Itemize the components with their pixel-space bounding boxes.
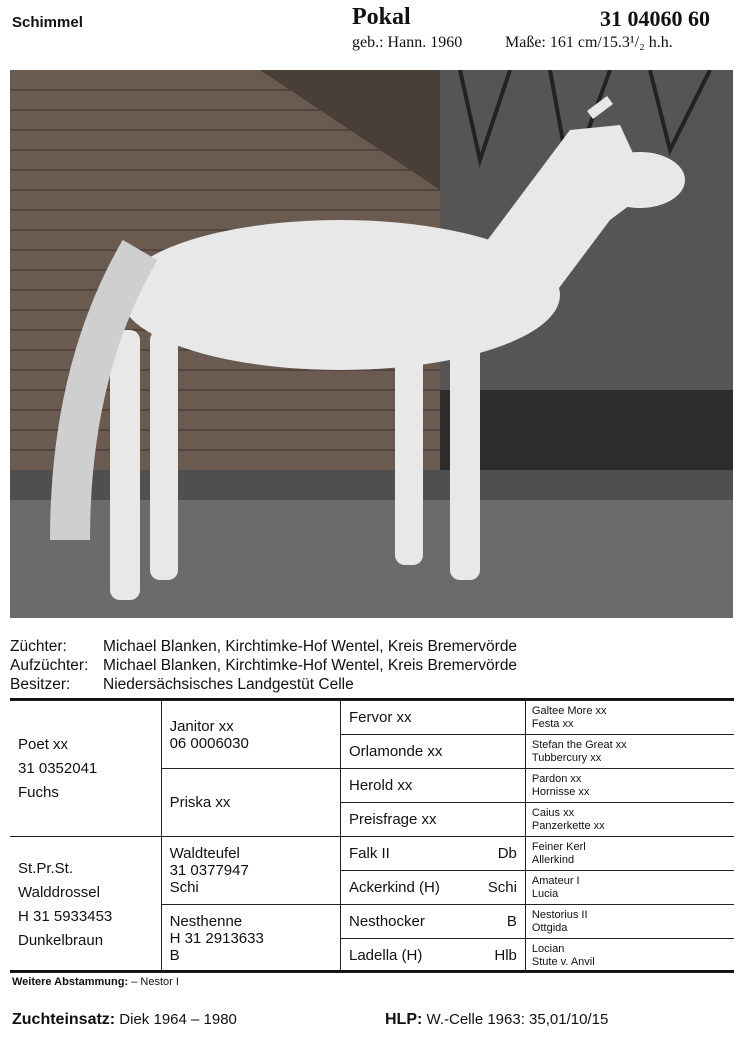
- pedigree-table: [10, 700, 734, 973]
- gen3-cell: [341, 837, 526, 871]
- horse-photo-illustration: [10, 70, 733, 618]
- gen4-cell: [525, 939, 734, 973]
- gen4-cell: [525, 837, 734, 871]
- sire-color: Fuchs: [18, 783, 59, 801]
- gen3-cell: [341, 871, 526, 905]
- gen2-number: H 31 2913633: [169, 930, 264, 947]
- gen3-name: Preisfrage xx: [349, 811, 437, 828]
- gen2-color: Schi: [169, 879, 199, 896]
- further-value: – Nestor I: [131, 976, 179, 988]
- gen2-cell: [161, 701, 340, 769]
- gen2-number: 31 0377947: [169, 862, 249, 879]
- gen3-name: Orlamonde xx: [349, 743, 443, 760]
- gen4-dam: Hornisse xx: [531, 785, 590, 798]
- gen2-name: Waldteufel: [169, 845, 240, 862]
- breeder-line: [10, 638, 517, 656]
- gen3-color: B: [506, 913, 517, 930]
- dam-number: H 31 5933453: [18, 907, 113, 925]
- gen3-name: Ladella (H): [349, 947, 423, 964]
- gen3-color: Db: [497, 845, 517, 862]
- further-label: Weitere Abstammung:: [12, 976, 129, 988]
- raiser-label: Aufzüchter:: [10, 657, 89, 674]
- owner-value: Niedersächsisches Landgestüt Celle: [103, 676, 354, 693]
- gen4-dam: Allerkind: [531, 853, 575, 866]
- birth-info: geb.: Hann. 1960: [352, 34, 463, 51]
- breeding-value: Diek 1964 – 1980: [119, 1011, 237, 1028]
- gen4-cell: [525, 769, 734, 803]
- sire-number: 31 0352041: [18, 759, 98, 777]
- gen4-cell: [525, 701, 734, 735]
- gen2-name: Janitor xx: [169, 717, 234, 735]
- gen4-sire: Feiner Kerl: [531, 840, 586, 853]
- gen2-cell: [161, 769, 340, 837]
- dam-title: St.Pr.St.: [18, 859, 74, 877]
- gen3-cell: [341, 939, 526, 973]
- registration-number: 31 04060 60: [600, 6, 710, 31]
- raiser-value: Michael Blanken, Kirchtimke-Hof Wentel, Kreis Bremervörde: [103, 657, 518, 674]
- gen2-name: Nesthenne: [169, 913, 243, 930]
- gen4-dam: Panzerkette xx: [531, 819, 605, 832]
- pedigree-bottom-rule: [10, 970, 734, 972]
- gen4-cell: [525, 735, 734, 769]
- breeding-use: [12, 1011, 237, 1029]
- gen3-name: Herold xx: [349, 777, 413, 794]
- breeding-label: Zuchteinsatz:: [12, 1011, 116, 1028]
- measurements: Maße: 161 cm/15.3¹/₂ h.h.: [505, 34, 673, 51]
- breeder-label: Züchter:: [10, 638, 67, 655]
- gen3-name: Ackerkind (H): [349, 879, 440, 896]
- gen2-color: B: [169, 947, 180, 964]
- gen3-cell: [341, 905, 526, 939]
- gen2-name: Priska xx: [169, 794, 231, 811]
- further-lineage: [12, 976, 179, 988]
- owner-label: Besitzer:: [10, 676, 71, 693]
- hlp-label: HLP:: [385, 1011, 423, 1028]
- gen3-name: Fervor xx: [349, 709, 412, 726]
- gen3-cell: [341, 701, 526, 735]
- gen4-sire: Stefan the Great xx: [531, 738, 627, 751]
- gen4-sire: Locian: [531, 942, 565, 955]
- gen4-cell: [525, 803, 734, 837]
- hlp-value: W.-Celle 1963: 35,01/10/15: [426, 1011, 609, 1028]
- sire-cell: [10, 701, 161, 837]
- gen4-cell: [525, 905, 734, 939]
- horse-name: Pokal: [352, 4, 411, 30]
- gen2-cell: [161, 837, 340, 905]
- gen3-color: Schi: [487, 879, 517, 896]
- gen4-dam: Tubbercury xx: [531, 751, 602, 764]
- horse-photo: [10, 70, 733, 618]
- gen4-dam: Lucia: [531, 887, 559, 900]
- gen4-sire: Caius xx: [531, 806, 575, 819]
- gen4-dam: Ottgida: [531, 921, 568, 934]
- gen2-cell: [161, 905, 340, 973]
- gen3-color: Hlb: [494, 947, 517, 964]
- coat-color: Schimmel: [12, 14, 83, 31]
- dam-cell: [10, 837, 161, 973]
- gen4-dam: Festa xx: [531, 717, 574, 730]
- gen4-sire: Pardon xx: [531, 772, 582, 785]
- dam-color: Dunkelbraun: [18, 931, 104, 949]
- gen3-cell: [341, 769, 526, 803]
- gen4-sire: Nestorius II: [531, 908, 588, 921]
- performance-test: [385, 1011, 608, 1029]
- gen4-sire: Galtee More xx: [531, 704, 607, 717]
- gen3-name: Falk II: [349, 845, 390, 862]
- gen3-name: Nesthocker: [349, 913, 425, 930]
- gen4-cell: [525, 871, 734, 905]
- gen4-sire: Amateur I: [531, 874, 580, 887]
- raiser-line: [10, 657, 517, 675]
- owner-line: [10, 676, 354, 694]
- gen4-dam: Stute v. Anvil: [531, 955, 595, 968]
- gen3-cell: [341, 803, 526, 837]
- breeder-value: Michael Blanken, Kirchtimke-Hof Wentel, Kreis Bremervörde: [103, 638, 518, 655]
- sire-name: Poet xx: [18, 735, 69, 753]
- gen3-cell: [341, 735, 526, 769]
- dam-name: Walddrossel: [18, 883, 100, 901]
- gen2-number: 06 0006030: [169, 734, 249, 752]
